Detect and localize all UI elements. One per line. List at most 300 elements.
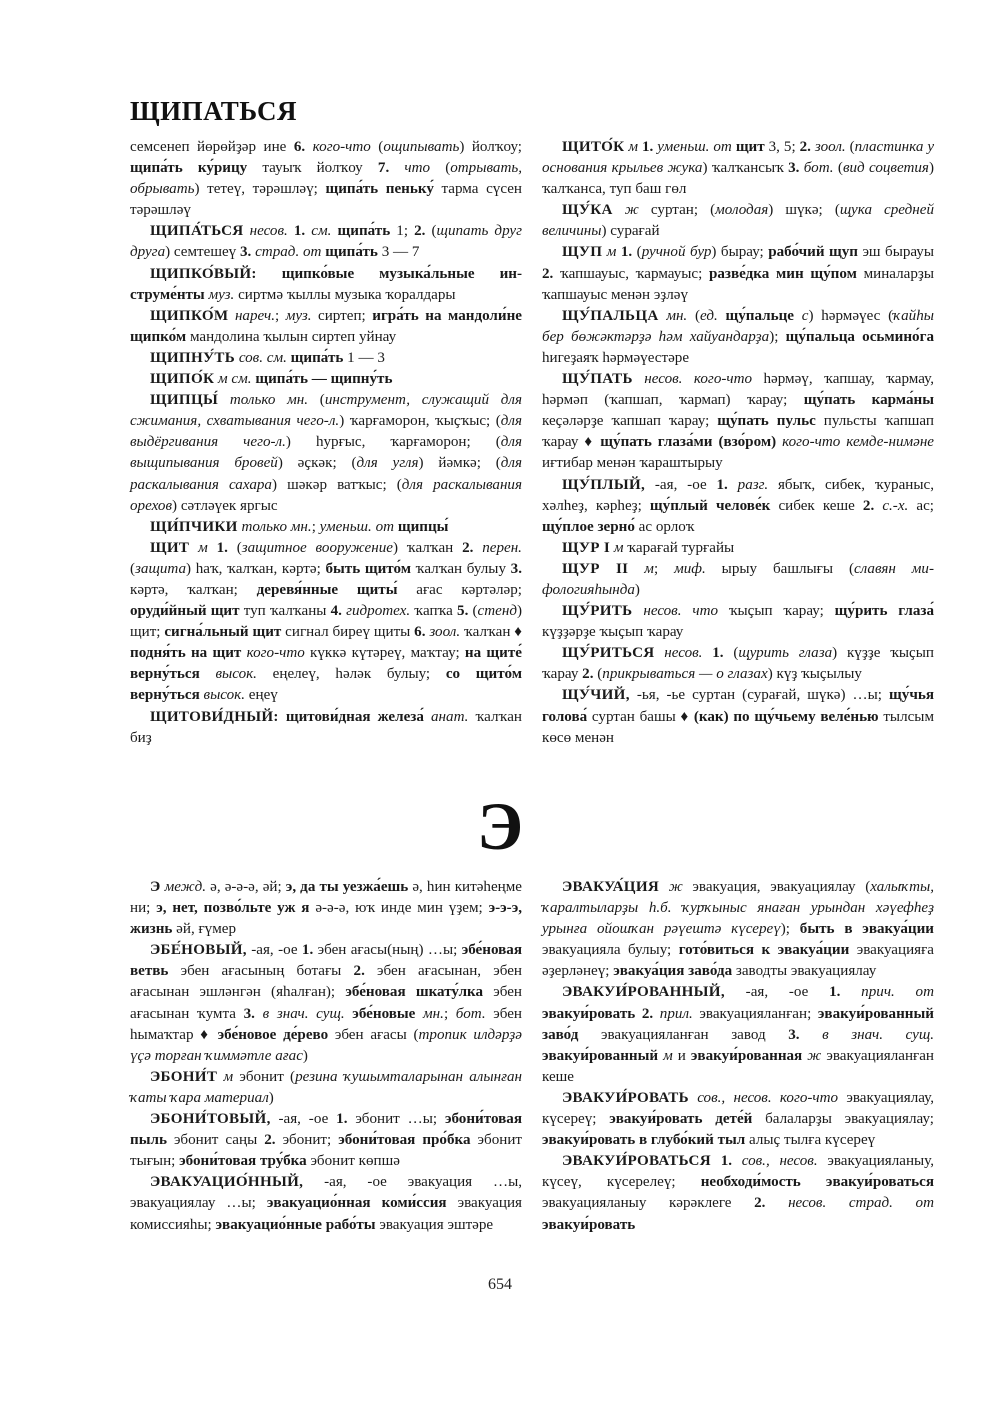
bold-phrase: эвакуа́ция заво́да (613, 963, 733, 980)
bold-phrase: 3. (243, 1005, 255, 1022)
bold-phrase: 1. (829, 984, 841, 1001)
bold-phrase: щипа́ть (290, 349, 344, 366)
dictionary-entry (542, 306, 934, 369)
bold-phrase: деревя́нные щиты́ (256, 581, 398, 598)
dictionary-entry (130, 517, 522, 538)
entry-text (208, 540, 217, 556)
italic-label: защитное вооружение (241, 539, 393, 556)
italic-label: ж (668, 879, 683, 895)
entry-text (257, 266, 282, 282)
bold-phrase: 1. (336, 1111, 348, 1128)
entry-text: тауыҡ йолҡоу (247, 160, 378, 177)
italic-label: мн. (423, 1005, 444, 1022)
entry-text: ) күҙ ҡыҫылыу (767, 666, 862, 683)
column-left-top (130, 137, 522, 749)
entry-text: эвакуация, эвакуациялау ( (682, 879, 871, 895)
dictionary-entry (542, 685, 934, 748)
entry-text: ҡалҡан биҙ (130, 708, 522, 746)
entry-text: сибек кеше (770, 497, 863, 514)
entry-text: эбен ағасы ( (328, 1026, 419, 1043)
bold-phrase: щипко́вые музыка́льные инструме́нты (130, 265, 522, 303)
italic-label: защита (135, 560, 187, 577)
italic-label: высок. (215, 666, 257, 683)
entry-text: эбен ағасынан, эбен ағасынан эшләнгән (яһалған); (130, 963, 522, 1001)
italic-label: тропик илдәрҙә үҫә торған ҡиммәтле ағас (130, 1026, 522, 1064)
entry-headword: ЭБОНИ́Т (150, 1068, 218, 1085)
italic-label: м см. (218, 371, 252, 388)
entry-text (728, 477, 738, 493)
entry-headword: ЩУ́ПЛЫЙ, (562, 476, 646, 493)
entry-text: ); (769, 328, 786, 345)
bold-phrase: щит (735, 139, 765, 155)
bold-phrase: 2. (462, 539, 474, 556)
dictionary-entry (130, 264, 522, 306)
bold-phrase: эбони́товая про́бка (338, 1132, 471, 1149)
italic-label: зоол. (429, 624, 461, 641)
entry-text: тарма сүсен тәрәшләү (130, 181, 522, 219)
italic-label: м (644, 560, 654, 577)
bold-phrase: эвакуи́рованный заво́д (542, 1005, 934, 1043)
entry-text: ( (687, 307, 700, 324)
entry-text: ( (130, 560, 136, 577)
bold-phrase: сигна́льный щит (164, 624, 282, 641)
entry-text: еңеү (245, 687, 278, 704)
dictionary-entry (130, 348, 522, 369)
entry-text: суртан; ( (638, 202, 716, 219)
entry-headword: ЩИПНУ́ТЬ (150, 349, 236, 366)
italic-label: халыҡты, ҡаралтыларҙы һ.б. ҡурҡыныс янаған урындан хәүефһеҙ урынға ойошҡан рәүештә күсереү (542, 879, 934, 938)
entry-text: 1; (390, 223, 415, 240)
bold-phrase: 2. (799, 139, 811, 155)
entry-text: эвакуацияланыу, күсеү, күсерелеү; (542, 1153, 934, 1191)
entry-text: ( (227, 539, 242, 556)
italic-label: зоол. (814, 139, 846, 155)
entry-headword: ЩУР I (562, 539, 611, 556)
entry-text: 3 — 7 (377, 244, 420, 261)
italic-label: м (606, 244, 617, 261)
entry-text (702, 645, 712, 661)
entry-text: -ая, -ое (246, 942, 302, 959)
bold-phrase: щипа́ть пеньку́ (325, 181, 434, 198)
entry-text: ҡыҫып ҡарау; (718, 603, 835, 620)
bold-phrase: необходи́мость эвакуи́роваться (700, 1174, 934, 1191)
entry-headword: ЩУ́ЧИЙ, (562, 687, 630, 704)
entry-text: эвакуацияла булыу; (542, 942, 679, 959)
entry-text: ас орлоҡ (634, 518, 695, 535)
italic-label: в знач. сущ. (262, 1005, 345, 1022)
bold-phrase: 3. (788, 160, 800, 177)
entry-text: ) бырау; (711, 244, 769, 261)
italic-label: кого-что (312, 139, 371, 155)
italic-label: пластинка у основания крыльев жука (542, 139, 935, 177)
bold-phrase: щу́пальца осьмино́га (785, 328, 934, 345)
dictionary-entry (542, 538, 934, 559)
italic-label: м (628, 139, 638, 155)
bold-phrase: 2. (414, 223, 426, 240)
italic-label: для выщипывания бровей (130, 434, 522, 472)
entry-text: ( (370, 139, 384, 155)
bold-phrase: 2. (264, 1132, 276, 1149)
bold-phrase: оруди́йный щит (130, 603, 240, 620)
bold-phrase: щу́пальце (725, 307, 794, 324)
bold-phrase: 1. (620, 244, 633, 261)
italic-label: сов. см. (238, 349, 287, 366)
entry-text: ) ҡалҡансыҡ (702, 160, 789, 177)
bold-phrase: эвакуи́рованная (690, 1047, 803, 1064)
entry-text (473, 540, 482, 556)
bold-phrase: 1. (301, 942, 314, 959)
entry-headword: ЩУ́ПАТЬ (562, 371, 633, 388)
entry-text: эбонит тығын; (130, 1132, 522, 1170)
entry-text (689, 1090, 697, 1106)
entry-text: -ая, -ое (724, 984, 830, 1001)
bold-phrase: эбе́новая ветвь (130, 942, 522, 980)
bold-phrase: щипа́ть (325, 244, 378, 261)
bold-phrase: эвакуи́ровать (542, 1005, 636, 1022)
italic-label: прил. (659, 1005, 693, 1022)
entry-text: ) шәкәр ватҡыс; ( (271, 476, 402, 493)
bold-phrase: 2. (754, 1195, 766, 1212)
entry-text: сиртеп; (311, 307, 373, 324)
bold-phrase: 3. (240, 244, 252, 261)
entry-text: -ая, -ое (645, 476, 717, 493)
italic-label: молодая (715, 202, 769, 219)
italic-label: только мн. (229, 392, 309, 409)
entry-text: ( (845, 139, 855, 155)
entry-headword: ЩУ́КА (562, 202, 613, 219)
italic-label: бот. (803, 160, 834, 177)
entry-headword: ЩИТОВИ́ДНЫЙ: (150, 708, 279, 725)
entry-text: миналарҙы ҡапшауыс менән эҙләү (542, 265, 934, 303)
dictionary-entry (130, 877, 522, 940)
bold-phrase: 2. (862, 497, 875, 514)
entry-text: эш бырауы (858, 244, 934, 261)
entry-text: ) ҡарғаморон, ҡыҫҡыс; ( (339, 413, 501, 430)
entry-text: ) әҫкәк; ( (277, 455, 357, 472)
bold-phrase: игра́ть на мандоли́не щипко́м (130, 307, 522, 345)
italic-label: муз. (285, 307, 312, 324)
italic-label: для угля (356, 455, 419, 472)
entry-text: эбонит …ы; (347, 1111, 445, 1128)
entry-text: ә-ә-ә, юҡ инде мин үҙем; (309, 900, 489, 917)
entry-text: 1 — 3 (343, 349, 385, 366)
bold-phrase: эвакуацио́нные рабо́ты (215, 1216, 376, 1233)
entry-text: ; (443, 1005, 456, 1022)
italic-label: для раскалывания сахара (130, 455, 523, 493)
italic-label: ед. (700, 307, 718, 324)
dictionary-entry (542, 1088, 934, 1151)
italic-label: стенд (477, 603, 517, 620)
entry-text: ) тетеү, тәрәшләү; (194, 181, 326, 198)
entry-text: ҡапҡа (410, 603, 458, 620)
bold-phrase: ♦ (как) по щу́чьему веле́нью (680, 708, 879, 725)
bold-phrase: щу́пать карма́ны (803, 392, 934, 409)
entry-text: ( (430, 160, 451, 177)
entry-text: семсенеп йөрөйҙәр ине (130, 139, 294, 155)
bold-phrase: эвакуи́рованный (542, 1047, 659, 1064)
dictionary-entry (542, 559, 934, 601)
entry-text: эвакуацияланған; (692, 1005, 818, 1022)
entry-text: алыҫ тылға күсереү (745, 1132, 876, 1149)
bold-phrase: щипа́ть — щипну́ть (255, 371, 393, 388)
italic-label: м (223, 1068, 234, 1085)
entry-text: эвакуациялау, күсереү; (542, 1089, 934, 1128)
italic-label: м (613, 539, 624, 556)
entry-text: ҡапшауыс, ҡармауыс; (553, 265, 709, 282)
bold-phrase: 3. (788, 1026, 800, 1043)
dictionary-entry (542, 475, 934, 538)
entry-text: ( (833, 160, 843, 177)
dictionary-entry (542, 137, 934, 200)
bold-phrase: 1. (712, 645, 724, 662)
entry-headword: ЩУ́ПАЛЬЦА (562, 307, 659, 324)
bold-phrase: 6. (293, 139, 306, 155)
entry-text (633, 371, 644, 387)
italic-label: кого-что кемде-нимәне (782, 434, 935, 451)
entry-headword: ЩИПЦЫ́ (150, 392, 219, 409)
entry-headword: ЭБЕ́НОВЫЙ, (150, 942, 247, 959)
bold-phrase: ♦ подня́ть на щит (130, 624, 522, 662)
entry-text: ) йолҡоу; (459, 139, 522, 155)
italic-label: инструмент, служащий для сжимания, схватывания чего-л. (130, 392, 522, 430)
italic-label: ж (807, 1047, 822, 1064)
entry-headword: ЭВАКУИ́РОВАТЬ (562, 1089, 689, 1106)
dictionary-entry (130, 221, 522, 263)
italic-label: см. (311, 223, 332, 240)
italic-label: в знач. сущ. (822, 1026, 934, 1043)
entry-headword: ЩУ́РИТЬ (562, 603, 633, 620)
entry-text: ) һаҡ, ҡалҡан, кәртә; (186, 560, 326, 577)
bold-phrase: 1. (293, 223, 306, 240)
entry-headword: ЭВАКУА́ЦИЯ (562, 879, 660, 895)
entry-text: эвакуацияланған завод (578, 1026, 789, 1043)
italic-label: нареч. (234, 307, 275, 324)
entry-headword: ЭВАКУАЦИО́ННЫЙ, (150, 1174, 304, 1191)
italic-label: для раскалывания орехов (130, 476, 522, 514)
bold-phrase: быть в эвакуа́ции (799, 921, 934, 938)
bold-phrase: 2. (353, 963, 365, 980)
entry-text (659, 879, 669, 895)
entry-text: и (672, 1047, 691, 1064)
bold-phrase: эбони́товая тру́бка (179, 1153, 307, 1170)
italic-label: с.-х. (882, 497, 909, 514)
entry-text: ( (308, 392, 325, 409)
dictionary-entry (130, 707, 522, 749)
italic-label: мн. (666, 307, 688, 324)
entry-text: еңелеү, һәләк булыу; (256, 666, 446, 683)
italic-label: анат. (430, 708, 469, 725)
entry-text: ҡарағай турғайы (623, 539, 735, 556)
entry-headword: ЩУ́РИТЬСЯ (562, 645, 655, 662)
column-right-bottom (542, 877, 934, 1236)
bold-phrase: 6. (414, 624, 426, 641)
entry-text (279, 709, 286, 725)
entry-text: эбен ағасынан ҡумта (130, 984, 522, 1022)
entry-headword: ЩИПА́ТЬСЯ (150, 223, 244, 240)
entry-headword: ЩУР II (562, 560, 629, 577)
entry-text: ас; (908, 497, 934, 514)
entry-text: заводты эвакуациялау (732, 963, 877, 980)
bold-phrase: 2. (582, 666, 594, 683)
entry-text: ( (593, 666, 603, 683)
entry-text: эвакуацияланған кеше (542, 1047, 934, 1085)
entry-text (628, 561, 644, 577)
entry-text: әй, ғүмер (172, 921, 237, 938)
bold-phrase: щу́рить глаза́ (834, 603, 934, 620)
entry-text (305, 139, 312, 155)
entry-text: эбен ағасының ботағы (168, 963, 354, 980)
dictionary-entry (542, 369, 934, 474)
bold-phrase: 7. (377, 160, 390, 177)
entry-text: ҡалҡан булыу (411, 560, 511, 577)
entry-text: ҡалҡан (460, 624, 515, 641)
entry-text: ) (268, 1089, 274, 1106)
bold-phrase: щу́чья голова́ (542, 687, 934, 725)
dictionary-entry (542, 982, 934, 1087)
italic-label: разг. (737, 476, 769, 493)
entry-headword: ЭБОНИ́ТОВЫЙ, (150, 1111, 271, 1128)
italic-label: перен. (482, 539, 522, 556)
entry-headword: Э (150, 879, 161, 895)
entry-text (632, 603, 643, 619)
entry-text (765, 1195, 788, 1211)
entry-text: ; (275, 307, 286, 324)
page-number: 654 (488, 1276, 512, 1293)
italic-label: ручной бур (641, 244, 712, 261)
italic-label: сов., несов. кого-что (697, 1089, 839, 1106)
dictionary-entry (130, 1109, 522, 1172)
entry-text (635, 1006, 642, 1022)
bold-phrase: эвакуацио́нная коми́ссия (266, 1195, 447, 1212)
dictionary-entry (542, 601, 934, 643)
italic-label: бот. (455, 1005, 486, 1022)
bold-phrase: э-э-э, жизнь (130, 900, 523, 938)
entry-text (653, 1006, 660, 1022)
dictionary-entry (130, 306, 522, 348)
italic-label: отрывать, обрывать (130, 160, 522, 198)
entry-text: ағас кәртәләр; (397, 581, 522, 598)
italic-label: межд. (164, 879, 207, 895)
italic-label: несов. (664, 645, 703, 662)
entry-text: ырыу башлығы ( (705, 560, 854, 577)
dictionary-entry (130, 137, 522, 221)
bold-phrase: щу́плое зерно́ (542, 518, 635, 535)
entry-text: эвакуацияланыу кәрәклеге (542, 1195, 755, 1212)
italic-label: страд. от (255, 244, 322, 261)
running-head: ЩИПАТЬСЯ (130, 96, 297, 126)
entry-text (424, 709, 431, 725)
entry-headword: ЩИПКО́ВЫЙ: (150, 265, 257, 282)
italic-label: славян мифологияһында (542, 560, 934, 598)
entry-text: эвакуация комиссияһы; (130, 1195, 522, 1233)
entry-text (654, 645, 664, 661)
italic-label: сов., несов. (741, 1153, 818, 1170)
bold-phrase: быть щито́м (325, 560, 412, 577)
italic-label: ҡайһы бер бөжәктәрҙә һәм хайуандарҙа (542, 307, 934, 345)
dictionary-entry (542, 242, 934, 305)
entry-text: күккә күтәреү, маҡтау; (304, 645, 465, 662)
entry-headword: ЩИПО́К (150, 371, 215, 388)
entry-text (732, 1153, 742, 1169)
bold-phrase: на щите́ верну́ться (130, 645, 522, 683)
bold-phrase: ♦ эбе́новое де́рево (200, 1026, 329, 1043)
entry-text (613, 202, 625, 218)
bold-phrase: рабо́чий щуп (768, 244, 858, 261)
entry-text: ) ҡалҡанса, туп баш гөл (542, 160, 934, 198)
entry-text (218, 392, 230, 408)
italic-label: только мн. (241, 518, 312, 535)
entry-text: ә, ә-ә-ә, әй; (206, 879, 286, 895)
entry-text: ) күҙҙе ҡыҫып ҡарау (542, 645, 934, 683)
bold-phrase: 1. (716, 476, 728, 493)
dictionary-entry (130, 940, 522, 1067)
bold-phrase: эбе́новая шкату́лка (345, 984, 484, 1001)
italic-label: муз. (208, 286, 235, 303)
entry-text: ) сурағай (601, 223, 660, 240)
entry-headword: ЭВАКУИ́РОВАННЫЙ, (562, 984, 725, 1001)
entry-text: суртан башы (587, 708, 681, 725)
bold-phrase: 4. (330, 603, 342, 620)
dictionary-entry (542, 877, 934, 982)
entry-text: ( (632, 244, 642, 261)
bold-phrase: 2. (542, 265, 554, 282)
italic-label: уменьш. от (657, 139, 732, 155)
italic-label: ж (624, 202, 639, 219)
entry-text: эбен ағасы(ның) …ы; (313, 942, 462, 959)
entry-text: кеҫәләрҙе ҡапшап ҡарау; (542, 413, 718, 430)
bold-phrase: эбони́товая пыль (130, 1111, 522, 1149)
entry-text: ) ҡалҡан (392, 539, 463, 556)
entry-headword: ЩИПКО́М (150, 307, 229, 324)
entry-text: һигеҙаяҡ һәрмәүестәре (542, 349, 690, 366)
italic-label: м (198, 539, 208, 556)
italic-label: несов. что (643, 603, 719, 620)
entry-text: эвакуацияға әҙерләнеү; (542, 942, 934, 980)
entry-text: ) (302, 1047, 308, 1064)
bold-phrase: щитови́дная железа́ (285, 708, 424, 725)
bold-phrase: э, нет, позво́льте уж я (156, 900, 310, 917)
entry-text (415, 1006, 423, 1022)
entry-text (255, 1006, 263, 1022)
entry-text: ( (468, 603, 478, 620)
entry-text: эбонит саңы (166, 1132, 265, 1149)
entry-text: -ая, -ое (270, 1111, 337, 1128)
entry-text: 3, 5; (764, 139, 800, 155)
entry-text: ) сәтләүек яргыс (172, 497, 278, 514)
entry-text: туп ҡалҡаны (239, 603, 331, 620)
bold-phrase: эвакуи́ровать (542, 1216, 636, 1233)
bold-phrase: эвакуи́ровать дете́й (609, 1111, 753, 1128)
bold-phrase: щипцы́ (397, 518, 449, 535)
entry-text: ; (653, 560, 675, 577)
entry-text (794, 308, 802, 324)
entry-headword: ЩИ́ПЧИКИ (150, 518, 238, 535)
entry-text: ) һәрмәүес ( (808, 307, 894, 324)
entry-headword: ЩУП (562, 244, 603, 261)
italic-label: ощипывать (383, 139, 460, 155)
italic-label: несов. кого-что (644, 371, 753, 388)
entry-text: эвакуация эштәре (375, 1216, 494, 1233)
italic-label: с (801, 307, 809, 324)
column-left-bottom (130, 877, 522, 1236)
entry-text: ) шүкә; ( (768, 202, 840, 219)
italic-label: несов. (249, 223, 288, 240)
italic-label: щука средней величины (542, 202, 934, 240)
entry-text: ) йәмкә; ( (418, 455, 501, 472)
italic-label: щурить глаза (738, 645, 833, 662)
bold-phrase: ♦ щу́пать глаза́ми (взо́ром) (584, 434, 777, 451)
entry-text: иғтибар менән ҡараштырыу (542, 455, 723, 472)
